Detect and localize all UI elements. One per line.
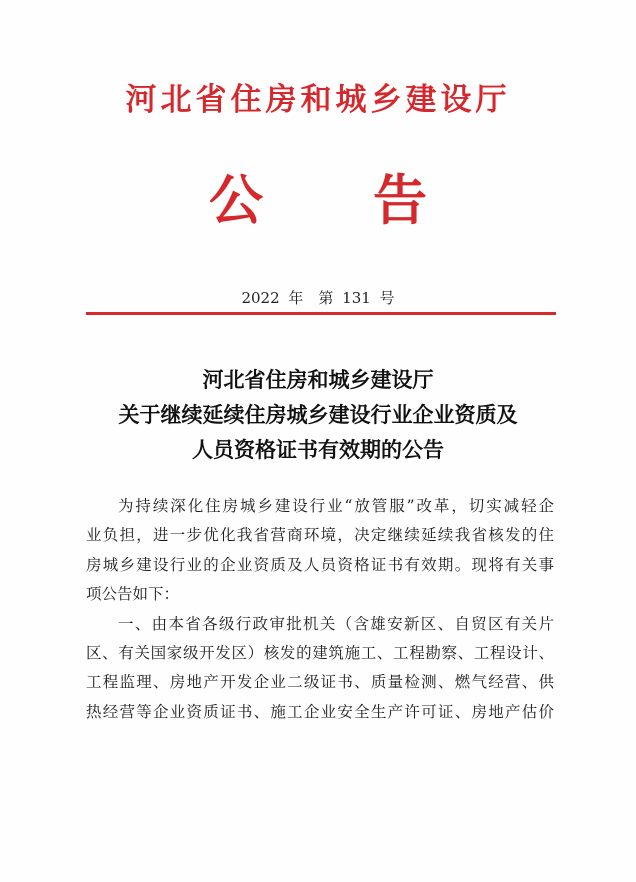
body-line: 工程监理、房地产开发企业二级证书、质量检测、燃气经营、供 bbox=[86, 673, 554, 692]
announcement-body bbox=[86, 492, 554, 727]
issuing-agency-header: 河北省住房和城乡建设厅 bbox=[125, 82, 511, 118]
body-line: 房城乡建设行业的企业资质及人员资格证书有效期。现将有关事 bbox=[86, 555, 554, 574]
document-number: 2022 年 第 131 号 bbox=[241, 289, 395, 307]
body-line: 为持续深化住房城乡建设行业“放管服”改革，切实减轻企 bbox=[118, 497, 554, 515]
announcement-title bbox=[0, 362, 636, 467]
document-type-heading: 公告 bbox=[209, 168, 537, 232]
red-divider-line bbox=[86, 312, 556, 315]
body-line: 一、由本省各级行政审批机关（含雄安新区、自贸区有关片 bbox=[118, 614, 554, 633]
title-line: 河北省住房和城乡建设厅 bbox=[202, 367, 434, 392]
title-line: 人员资格证书有效期的公告 bbox=[192, 437, 444, 462]
body-line: 热经营等企业资质证书、施工企业安全生产许可证、房地产估价 bbox=[86, 702, 554, 721]
body-line: 项公告如下： bbox=[86, 585, 180, 604]
title-line: 关于继续延续住房城乡建设行业企业资质及 bbox=[118, 402, 518, 427]
body-line: 业负担，进一步优化我省营商环境，决定继续延续我省核发的住 bbox=[86, 526, 554, 545]
body-line: 区、有关国家级开发区）核发的建筑施工、工程勘察、工程设计、 bbox=[86, 643, 554, 662]
